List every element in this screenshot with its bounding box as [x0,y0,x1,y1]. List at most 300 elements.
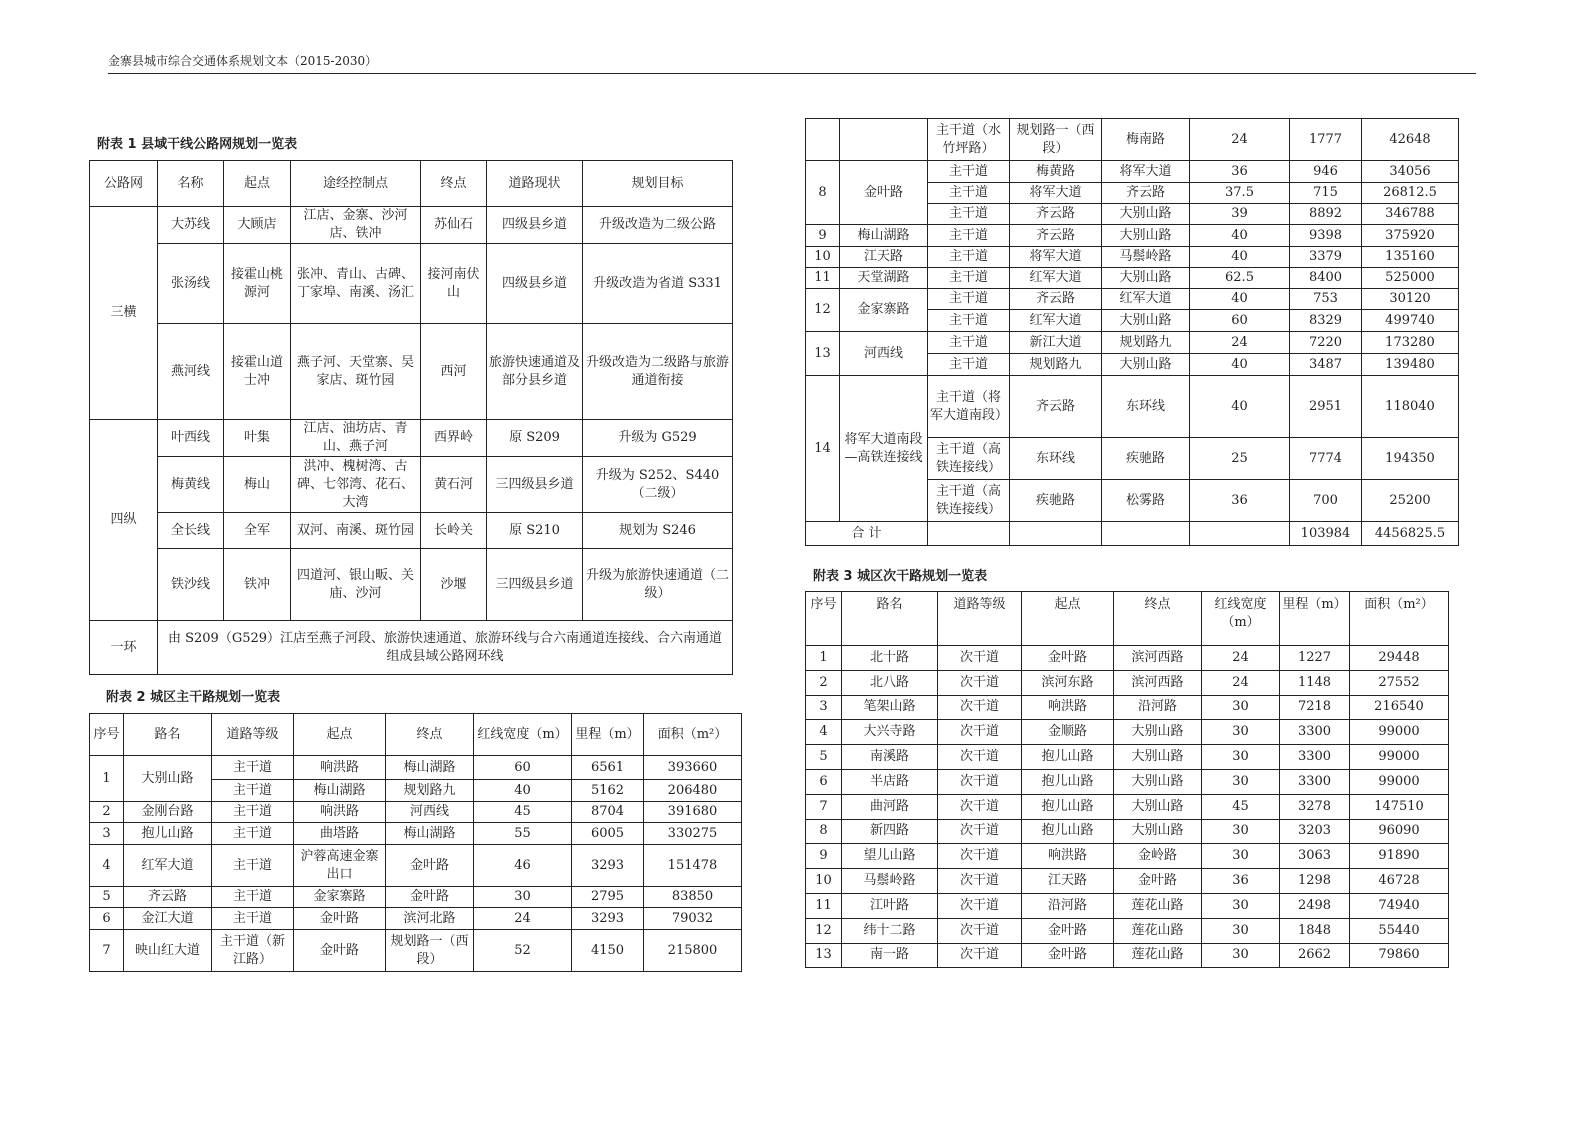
table-cell: 曲塔路 [294,823,386,845]
table-cell: 2951 [1290,376,1362,438]
table-cell: 25200 [1362,480,1459,522]
table-cell: 齐云路 [124,887,212,908]
table-cell: 4150 [572,930,644,972]
table-cell: 499740 [1362,310,1459,332]
table-cell: 24 [1202,646,1280,671]
table-cell: 8 [806,161,840,225]
table-cell: 26812.5 [1362,183,1459,204]
table-cell: 24 [474,908,572,930]
table-cell: 将军大道 [1010,183,1102,204]
table-cell: 金叶路 [1022,918,1114,943]
table-cell: 40 [1190,225,1290,247]
table-cell: 1 [806,646,842,671]
table-cell: 391680 [644,802,742,823]
table-cell: 四道河、银山畈、关庙、沙河 [291,549,421,621]
table-cell: 6005 [572,823,644,845]
table-cell: 25 [1190,438,1290,480]
table-cell: 24 [1190,119,1290,161]
table-cell: 苏仙石 [421,207,487,244]
table-cell: 江叶路 [842,893,938,918]
table-cell: 3300 [1280,720,1350,745]
table-cell: 大别山路 [1114,720,1202,745]
header-cell: 序号 [806,592,842,646]
table3-caption: 附表 3 城区次干路规划一览表 [813,569,988,584]
table-cell: 主干道（水竹坪路） [928,119,1010,161]
table-cell: 规划路九 [1010,354,1102,376]
table-row [806,376,1459,438]
table-cell: 700 [1290,480,1362,522]
table-cell: 40 [1190,354,1290,376]
table-cell: 沿河路 [1022,893,1114,918]
table-cell: 叶集 [224,420,291,457]
table-cell: 8329 [1290,310,1362,332]
table-cell: 3203 [1280,819,1350,844]
table-cell: 715 [1290,183,1362,204]
table-row [806,161,1459,183]
table-cell: 规划为 S246 [583,513,733,549]
table-cell: 37.5 [1190,183,1290,204]
arterial-road-table [89,713,742,972]
header-cell: 路名 [124,714,212,756]
table-cell: 2 [806,670,842,695]
table-cell: 79860 [1350,943,1449,968]
table-cell: 大别山路 [1114,819,1202,844]
table-cell: 金叶路 [840,161,928,225]
table-cell: 滨河西路 [1114,646,1202,671]
table-row [806,745,1449,770]
table-cell: 8400 [1290,268,1362,289]
table-cell: 大别山路 [124,756,212,802]
table-cell: 3293 [572,908,644,930]
table-cell: 主干道（将军大道南段） [928,376,1010,438]
table-row [806,893,1449,918]
table-cell [806,119,840,161]
table-cell: 疾驰路 [1010,480,1102,522]
table-cell: 接霍山道士冲 [224,324,291,420]
table-row [806,918,1449,943]
table-cell: 齐云路 [1010,289,1102,310]
table-cell: 118040 [1362,376,1459,438]
table-cell: 42648 [1362,119,1459,161]
table-cell: 2 [90,802,124,823]
table-cell: 6561 [572,756,644,780]
table-row [806,869,1449,894]
table-cell: 映山红大道 [124,930,212,972]
table-cell: 46 [474,845,572,887]
total-label: 合 计 [806,522,928,546]
table-cell: 大苏线 [158,207,224,244]
arterial-road-table-continued [805,118,1459,546]
table-cell: 天堂湖路 [840,268,928,289]
header-cell: 面积（m²） [1350,592,1449,646]
header-cell: 路名 [842,592,938,646]
table-cell: 36 [1202,869,1280,894]
table-cell: 红军大道 [124,845,212,887]
table1-caption: 附表 1 县域干线公路网规划一览表 [97,137,298,152]
table-cell: 主干道 [928,289,1010,310]
table-cell: 次干道 [938,720,1022,745]
table-cell: 滨河东路 [1022,670,1114,695]
table-cell: 6 [806,769,842,794]
table-cell: 3063 [1280,844,1350,869]
table-cell: 莲花山路 [1114,918,1202,943]
table-cell: 规划路一（西段） [386,930,474,972]
table-cell: 梅山湖路 [386,756,474,780]
table-cell: 36 [1190,161,1290,183]
header-cell: 终点 [421,161,487,207]
table-cell: 大顾店 [224,207,291,244]
table-cell: 大别山路 [1102,268,1190,289]
table-cell: 金叶路 [1022,646,1114,671]
table-cell: 红军大道 [1010,268,1102,289]
table-cell: 7220 [1290,332,1362,354]
table-cell: 规划路九 [386,780,474,802]
document-header: 金寨县城市综合交通体系规划文本（2015-2030） [108,54,378,68]
table-cell: 梅山 [224,457,291,513]
table-cell: 3300 [1280,745,1350,770]
table-cell: 滨河北路 [386,908,474,930]
table-cell: 大别山路 [1114,769,1202,794]
header-cell: 终点 [1114,592,1202,646]
table-cell: 河西线 [386,802,474,823]
table-cell: 10 [806,247,840,268]
table-cell: 40 [474,780,572,802]
table-cell: 30 [1202,769,1280,794]
table-cell: 1298 [1280,869,1350,894]
table-cell: 四级县乡道 [487,207,583,244]
table-cell: 江天路 [840,247,928,268]
table-cell: 燕河线 [158,324,224,420]
table-cell: 83850 [644,887,742,908]
table-cell: 3 [806,695,842,720]
table-cell: 194350 [1362,438,1459,480]
table-cell: 次干道 [938,794,1022,819]
table-cell: 主干道（新江路） [212,930,294,972]
table-cell: 13 [806,332,840,376]
table-cell: 9 [806,844,842,869]
total-length: 103984 [1290,522,1362,546]
table-cell: 946 [1290,161,1362,183]
table-cell: 南一路 [842,943,938,968]
table-cell: 330275 [644,823,742,845]
table-cell: 62.5 [1190,268,1290,289]
table-cell: 主干道 [212,780,294,802]
table-cell: 40 [1190,247,1290,268]
table-cell: 7774 [1290,438,1362,480]
table-cell: 双河、南溪、斑竹园 [291,513,421,549]
table-cell: 2498 [1280,893,1350,918]
table-cell: 216540 [1350,695,1449,720]
table-header-row [806,592,1449,646]
table-cell: 14 [806,376,840,522]
table-cell: 大别山路 [1102,354,1190,376]
group-cell: 四纵 [90,420,158,621]
table-cell: 主干道 [212,823,294,845]
table-cell: 原 S209 [487,420,583,457]
header-cell: 公路网 [90,161,158,207]
table-cell: 江天路 [1022,869,1114,894]
table-header-row [90,161,733,207]
table-cell: 96090 [1350,819,1449,844]
table-cell: 主干道 [212,887,294,908]
table-cell: 全长线 [158,513,224,549]
table-cell: 60 [474,756,572,780]
table-cell: 30 [1202,695,1280,720]
table-cell: 张汤线 [158,244,224,324]
table-row [90,756,742,780]
table-cell: 齐云路 [1102,183,1190,204]
table-row [90,930,742,972]
table-cell: 洪冲、槐树湾、古碑、七邻湾、花石、大湾 [291,457,421,513]
table-cell: 沿河路 [1114,695,1202,720]
table-cell: 松雾路 [1102,480,1190,522]
table-row [806,646,1449,671]
table-cell: 三四级县乡道 [487,457,583,513]
table-cell: 长岭关 [421,513,487,549]
table-cell: 纬十二路 [842,918,938,943]
table-cell: 笔架山路 [842,695,938,720]
table-cell: 齐云路 [1010,204,1102,225]
table-cell: 疾驰路 [1102,438,1190,480]
table-row [806,943,1449,968]
table-cell: 曲河路 [842,794,938,819]
table-cell: 升级改造为二级路与旅游通道衔接 [583,324,733,420]
table-cell: 升级改造为省道 S331 [583,244,733,324]
table-cell: 主干道 [928,183,1010,204]
table-cell: 次干道 [938,670,1022,695]
table-cell: 莲花山路 [1114,893,1202,918]
table-cell: 151478 [644,845,742,887]
table-cell: 3300 [1280,769,1350,794]
table-cell: 梅山湖路 [840,225,928,247]
table-cell: 金叶路 [294,908,386,930]
table-row [90,420,733,457]
secondary-road-table [805,591,1449,968]
table-cell: 次干道 [938,769,1022,794]
table-cell: 45 [474,802,572,823]
table-cell: 马鬃岭路 [1102,247,1190,268]
table-cell: 叶西线 [158,420,224,457]
table-row [90,845,742,887]
table-cell: 1227 [1280,646,1350,671]
table-cell: 206480 [644,780,742,802]
table-row [90,513,733,549]
table-cell: 次干道 [938,943,1022,968]
table-cell: 南溪路 [842,745,938,770]
table-cell: 金叶路 [1114,869,1202,894]
table-row [806,844,1449,869]
table-cell: 79032 [644,908,742,930]
table-cell: 139480 [1362,354,1459,376]
table-cell: 主干道（高铁连接线） [928,480,1010,522]
table-cell: 西河 [421,324,487,420]
table-cell: 抱儿山路 [1022,794,1114,819]
table-cell: 753 [1290,289,1362,310]
table-cell: 大别山路 [1102,225,1190,247]
table-cell: 36 [1190,480,1290,522]
table-cell: 30 [1202,943,1280,968]
table-cell: 抱儿山路 [1022,769,1114,794]
table-cell: 次干道 [938,695,1022,720]
table-cell: 30 [1202,819,1280,844]
table-row [806,332,1459,354]
table-row [90,908,742,930]
table-cell: 11 [806,893,842,918]
table-cell: 大别山路 [1102,310,1190,332]
table-cell: 沙堰 [421,549,487,621]
header-cell: 终点 [386,714,474,756]
table-cell: 沪蓉高速金寨出口 [294,845,386,887]
table-cell: 主干道 [928,225,1010,247]
table-cell: 齐云路 [1010,225,1102,247]
table-cell: 91890 [1350,844,1449,869]
table-cell [840,119,928,161]
table-cell: 10 [806,869,842,894]
table-cell: 河西线 [840,332,928,376]
table-cell: 燕子河、天堂寨、吴家店、斑竹园 [291,324,421,420]
table-cell: 北八路 [842,670,938,695]
table-cell: 3487 [1290,354,1362,376]
table-cell: 346788 [1362,204,1459,225]
table-row [806,225,1459,247]
table-cell: 梅山湖路 [386,823,474,845]
table-cell: 60 [1190,310,1290,332]
table-cell: 大兴寺路 [842,720,938,745]
table-cell: 7218 [1280,695,1350,720]
table-cell: 11 [806,268,840,289]
table-cell: 1 [90,756,124,802]
table-cell: 响洪路 [1022,695,1114,720]
table-cell: 旅游快速通道及部分县乡道 [487,324,583,420]
table-row [90,207,733,244]
table-cell: 江店、金寨、沙河店、铁冲 [291,207,421,244]
table-cell: 梅南路 [1102,119,1190,161]
table-cell: 原 S210 [487,513,583,549]
table-cell: 99000 [1350,769,1449,794]
table-cell: 52 [474,930,572,972]
group-cell: 三横 [90,207,158,420]
header-cell: 规划目标 [583,161,733,207]
table-cell: 135160 [1362,247,1459,268]
table-row [806,268,1459,289]
table-cell: 主干道 [928,161,1010,183]
table-cell: 大别山路 [1102,204,1190,225]
table-cell: 东环线 [1010,438,1102,480]
header-cell: 道路现状 [487,161,583,207]
table-cell: 梅山湖路 [294,780,386,802]
table-row [90,887,742,908]
table-cell: 张冲、青山、古碑、丁家埠、南溪、汤汇 [291,244,421,324]
table-cell: 金江大道 [124,908,212,930]
table-cell: 金叶路 [1022,943,1114,968]
table-cell: 主干道 [928,332,1010,354]
table-cell: 8 [806,819,842,844]
table-cell: 1148 [1280,670,1350,695]
table-cell: 30 [474,887,572,908]
table-cell: 梅黄路 [1010,161,1102,183]
table-row [90,621,733,675]
table-cell: 莲花山路 [1114,943,1202,968]
table-cell [1010,522,1102,546]
table-cell: 74940 [1350,893,1449,918]
table-cell: 30 [1202,720,1280,745]
table-cell: 99000 [1350,720,1449,745]
header-cell: 红线宽度（m） [1202,592,1280,646]
table-cell: 393660 [644,756,742,780]
header-cell: 红线宽度（m） [474,714,572,756]
table-cell: 升级改造为二级公路 [583,207,733,244]
table-cell: 齐云路 [1010,376,1102,438]
header-cell: 里程（m） [572,714,644,756]
table-cell: 30 [1202,893,1280,918]
table-row [806,819,1449,844]
table-cell: 次干道 [938,844,1022,869]
header-cell: 起点 [294,714,386,756]
table-cell: 梅黄线 [158,457,224,513]
header-cell: 序号 [90,714,124,756]
table-cell: 45 [1202,794,1280,819]
table-row [90,457,733,513]
table-cell: 红军大道 [1010,310,1102,332]
table-cell: 147510 [1350,794,1449,819]
county-highway-table [89,160,733,675]
table-cell: 将军大道 [1102,161,1190,183]
table-cell: 抱儿山路 [1022,745,1114,770]
table-cell: 规划路九 [1102,332,1190,354]
table-cell: 34056 [1362,161,1459,183]
table-cell [928,522,1010,546]
table-cell: 46728 [1350,869,1449,894]
table-cell: 黄石河 [421,457,487,513]
table-cell [1102,522,1190,546]
table-cell: 铁沙线 [158,549,224,621]
table-cell: 金叶路 [294,930,386,972]
table-cell: 金家寨路 [294,887,386,908]
header-cell: 道路等级 [938,592,1022,646]
table-cell: 金叶路 [386,887,474,908]
table-row [806,247,1459,268]
table-cell: 1848 [1280,918,1350,943]
table-cell: 5162 [572,780,644,802]
table-cell: 次干道 [938,819,1022,844]
table-cell: 3 [90,823,124,845]
table-cell: 次干道 [938,918,1022,943]
header-cell: 名称 [158,161,224,207]
table-cell: 215800 [644,930,742,972]
table-cell: 升级为 G529 [583,420,733,457]
table-cell: 接霍山桃源河 [224,244,291,324]
table-cell: 四级县乡道 [487,244,583,324]
table-cell: 9 [806,225,840,247]
table-cell: 8892 [1290,204,1362,225]
table-cell: 主干道 [212,756,294,780]
table-cell: 3293 [572,845,644,887]
table-cell: 3379 [1290,247,1362,268]
table-cell: 39 [1190,204,1290,225]
header-cell: 里程（m） [1280,592,1350,646]
table-cell: 主干道 [212,908,294,930]
table-cell: 55440 [1350,918,1449,943]
table-row [90,244,733,324]
table-cell: 金叶路 [386,845,474,887]
table-cell: 主干道 [928,204,1010,225]
table-row [806,119,1459,161]
table-cell: 江店、油坊店、青山、燕子河 [291,420,421,457]
table-cell: 次干道 [938,745,1022,770]
table-cell: 北十路 [842,646,938,671]
header-cell: 起点 [1022,592,1114,646]
table-cell: 将军大道 [1010,247,1102,268]
